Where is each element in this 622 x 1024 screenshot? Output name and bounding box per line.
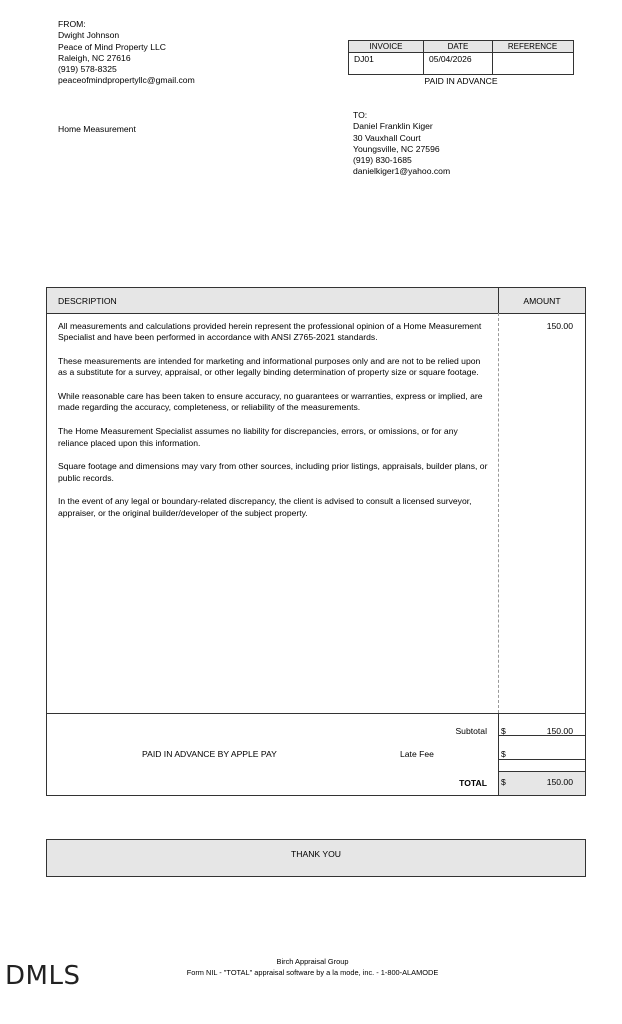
- to-name: Daniel Franklin Kiger: [353, 121, 433, 132]
- total-box: [499, 771, 585, 795]
- to-phone: (919) 830-1685: [353, 155, 412, 166]
- late-fee-currency: $: [501, 749, 506, 759]
- invoice-reference-column: [493, 41, 572, 74]
- late-fee-underline: [499, 759, 585, 760]
- description-body: [58, 321, 488, 532]
- to-email: danielkiger1@yahoo.com: [353, 166, 451, 177]
- column-divider-dashed: [498, 313, 499, 713]
- payment-method-note: PAID IN ADVANCE BY APPLE PAY: [142, 749, 277, 759]
- description-paragraph: In the event of any legal or boundary-related discrepancy, the client is advised to consult a licensed surveyor, appraiser, or the original builder/developer of the subject property.: [58, 496, 472, 518]
- reference-header: REFERENCE: [507, 42, 558, 51]
- total-currency: $: [501, 777, 506, 787]
- late-fee-label: Late Fee: [400, 749, 434, 759]
- thank-you-text: THANK YOU: [291, 849, 341, 859]
- from-phone: (919) 578-8325: [58, 64, 117, 75]
- subtotal-currency: $: [501, 726, 506, 736]
- table-header: [47, 288, 585, 314]
- to-label: TO:: [353, 110, 368, 120]
- footer-software: Form NIL - "TOTAL" appraisal software by a la mode, inc. - 1-800-ALAMODE: [186, 968, 439, 977]
- line-items-table: [46, 287, 586, 796]
- from-company: Peace of Mind Property LLC: [58, 41, 166, 52]
- from-block: [58, 19, 195, 87]
- footer-separator: [47, 713, 585, 714]
- invoice-date-column: [424, 41, 493, 74]
- invoice-date: 05/04/2026: [429, 54, 472, 64]
- description-paragraph: The Home Measurement Specialist assumes no liability for discrepancies, errors, or omissions, or for any reliance placed upon this information.: [58, 426, 458, 448]
- total-value: 150.00: [546, 777, 573, 787]
- subtotal-underline: [499, 735, 585, 736]
- to-street: 30 Vauxhall Court: [353, 132, 421, 143]
- amount-header: AMOUNT: [523, 296, 561, 306]
- description-paragraph: All measurements and calculations provided herein represent the professional opinion of a Home Measurement Specialist and have been performed in accordance with ANSI Z765-2021 standards.: [58, 321, 482, 343]
- to-city: Youngsville, NC 27596: [353, 143, 440, 154]
- column-divider: [498, 288, 499, 313]
- subtotal-value: 150.00: [546, 726, 573, 736]
- from-email: peaceofmindpropertyllc@gmail.com: [58, 75, 195, 86]
- description-paragraph: Square footage and dimensions may vary from other sources, including prior listings, appraisals, builder plans, or public records.: [58, 461, 488, 483]
- paid-in-advance-note: PAID IN ADVANCE: [424, 76, 498, 86]
- date-header: DATE: [447, 42, 469, 51]
- invoice-number: DJ01: [354, 54, 374, 64]
- from-label: FROM:: [58, 19, 86, 29]
- invoice-number-column: [349, 41, 424, 74]
- subtotal-label: Subtotal: [455, 726, 487, 736]
- service-name: Home Measurement: [58, 124, 136, 134]
- from-city: Raleigh, NC 27616: [58, 52, 131, 63]
- line-amount: 150.00: [546, 321, 573, 331]
- thank-you-box: [46, 839, 586, 877]
- description-header: DESCRIPTION: [58, 296, 117, 306]
- invoice-info-box: [348, 40, 574, 75]
- footer-company: Birch Appraisal Group: [276, 957, 349, 966]
- to-block: [353, 110, 450, 178]
- from-name: Dwight Johnson: [58, 30, 120, 41]
- description-paragraph: While reasonable care has been taken to ensure accuracy, no guarantees or warranties, express or implied, are made regarding the accuracy, completeness, or reliability of the measurements.: [58, 391, 483, 413]
- dmls-logo: DMLS: [5, 961, 81, 991]
- description-paragraph: These measurements are intended for marketing and informational purposes only and are not to be relied upon as a substitute for a survey, appraisal, or other legally binding determination of property size or square footage.: [58, 356, 481, 378]
- total-label: TOTAL: [459, 778, 487, 788]
- invoice-header: INVOICE: [369, 42, 403, 51]
